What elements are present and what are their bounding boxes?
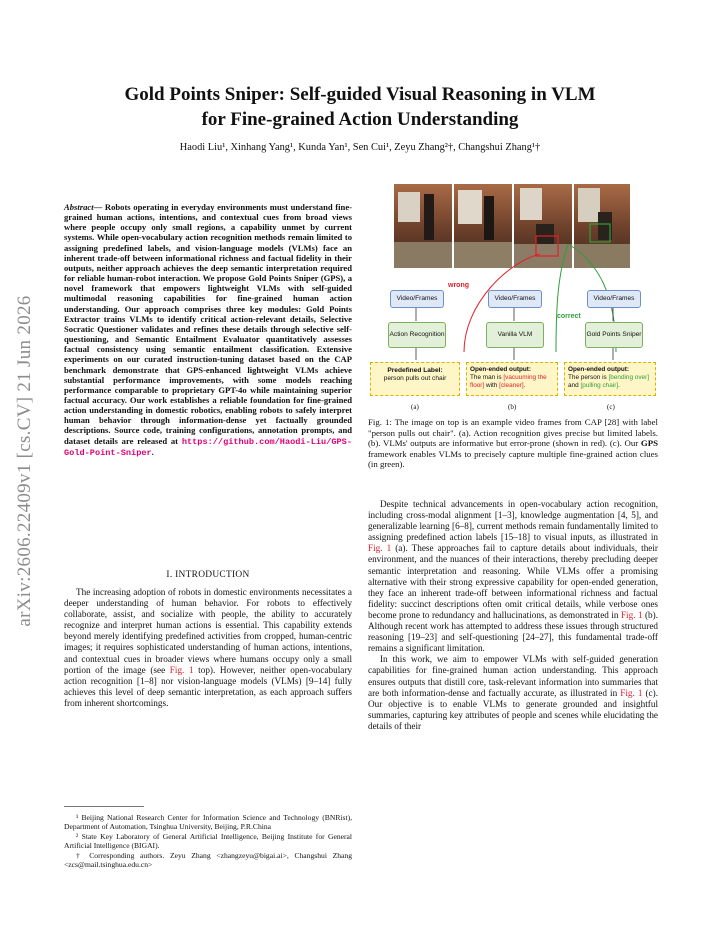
footnote-rule (64, 806, 144, 807)
caption-text-a: Fig. 1: The image on top is an example video frames from CAP [28] with label "person pulls out chair". (a). Action recognition gives precise but limited labels. (b). VLMs' outputs are informative but error-prone (shown in red). (c). Our (368, 417, 658, 449)
right-column-text (368, 499, 658, 732)
subfigure-label-b: (b) (508, 403, 517, 411)
figure-ref-link[interactable]: Fig. 1 (169, 664, 194, 675)
vanilla-output-box (466, 362, 558, 396)
abstract-text: — Robots operating in everyday environments must understand fine-grained human actions, intentions, and contextual cues from broad views where people occupy only small regions, a capability unmet by current systems. While open-vocabulary action recognition methods remain limited to assigning predefined labels, and vision-language models (VLMs) face an inherent trade-off between informational richness and factual fidelity in their outputs, neither approach achieves the deep semantic interpretation required for reliable human-robot interaction. We propose Gold Points Sniper (GPS), a novel framework that empowers lightweight VLMs with self-guided multimodal reasoning capabilities for fine-grained human action understanding. Our approach comprises three key modules: Gold Points Extractor trains VLMs to identify critical action-relevant details, Selective Socratic Questioner validates and refines these details through selective self-questioning, and Semantic Entailment Evaluator quantitatively assesses factual consistency using semantic entailment classification. Extensive experiments on our curated instruction-tuning dataset based on the CAP benchmark demonstrate that GPS-enhanced lightweight VLMs achieve substantial performance improvements, with some models reaching performance comparable to proprietary GPT-4o while maintaining superior factual accuracy. Our work establishes a reliable foundation for fine-grained action understanding in domestic robotics, enabling robots to safely interpret human behavior through information-dense yet factually grounded descriptions. Source code, training configurations, annotation prompts, and dataset details are released at (64, 202, 352, 446)
figure-ref-link-3[interactable]: Fig. 1 (620, 609, 643, 620)
introduction-paragraph (64, 587, 352, 709)
vanilla-output-part-3: . (523, 382, 526, 390)
gps-output-title: Open-ended output: (568, 366, 630, 373)
footnote-affiliation-1: ¹ Beijing National Research Center for Information Science and Technology (BNRist), Department of Automation, Tsinghua University, Beijing, P.R.China (64, 813, 352, 832)
right-paragraph-1 (368, 499, 658, 654)
video-frames-box-a: Video/Frames (390, 290, 444, 308)
gps-output-part-3: . (618, 382, 620, 390)
title-line-1: Gold Points Sniper: Self-guided Visual Reasoning in VLM (124, 84, 596, 105)
abstract (64, 202, 352, 458)
vanilla-output-error-2: [cleaner] (499, 382, 524, 390)
arxiv-side-stamp: arXiv:2606.22409v1 [cs.CV] 21 Jun 2026 (14, 295, 35, 627)
predefined-label-value: person pulls out chair (383, 375, 447, 383)
correct-label: correct (557, 313, 581, 320)
abstract-end: . (151, 446, 154, 457)
vanilla-output-text (470, 374, 554, 390)
gps-output-text (568, 374, 652, 390)
vanilla-output-title: Open-ended output: (470, 366, 532, 373)
vanilla-output-part-1: The man is (470, 374, 504, 382)
caption-text-b: framework enables VLMs to precisely capture multiple fine-grained action clues (in green). (368, 448, 658, 470)
gold-points-sniper-box: Gold Points Sniper (585, 322, 643, 348)
right-paragraph-2 (368, 654, 658, 732)
figure-1 (368, 184, 658, 416)
rcol-p1-a: Despite technical advancements in open-vocabulary action recognition, including cross-modal alignment [1–3], knowledge augmentation [4, 5], and generalizable learning [6–8], current methods remain fundamentally limited to assigning predefined action labels [15–18] to visual inputs, as illustrated in (368, 499, 658, 543)
title-line-2: for Fine-grained Action Understanding (201, 109, 519, 130)
subfigure-label-c: (c) (607, 403, 615, 411)
author-list: Haodi Liu¹, Xinhang Yang¹, Kunda Yan¹, Sen Cui¹, Zeyu Zhang²†, Changshui Zhang¹† (179, 142, 541, 153)
gps-output-correct-2: [pulling chair] (580, 382, 619, 390)
predefined-label-box (370, 362, 460, 396)
vanilla-output-part-2: with (484, 382, 500, 390)
gps-output-correct-1: [bending over] (608, 374, 650, 382)
rcol-p2-b: (c). Our objective is to enable VLMs to generate grounded and insightful summaries, capturing key attributes of people and scenes while elucidating the details of their (368, 687, 658, 731)
figure-ref-link-2[interactable]: Fig. 1 (368, 543, 392, 554)
section-heading-introduction: I. INTRODUCTION (166, 570, 250, 580)
video-frames-box-b: Video/Frames (488, 290, 542, 308)
predefined-label-title: Predefined Label: (387, 367, 443, 374)
rcol-p1-b: (a). These approaches fail to capture details about individuals, their environment, and the nuances of their interactions, thereby precluding deeper semantic interpretation and reasoning. While VLMs offer a promising alternative with their strong expressive capability for open-ended generation, they face an inherent trade-off between informational richness and factual fidelity: succinct descriptions often omit critical details, while verbose ones become prone to redundancy and hallucinations, as demonstrated in (368, 543, 658, 620)
gps-output-part-2: and (568, 382, 581, 390)
rcol-p2-a: In this work, we aim to empower VLMs with self-guided generation capabilities for fine-grained human action understanding. This approach ensures outputs that distill core, task-relevant information into summaries that are both information-dense and factually accurate, as illustrated in (368, 654, 658, 698)
figure-ref-link-4[interactable]: Fig. 1 (620, 687, 643, 698)
rcol-p1-c: (b). Although recent work has attempted to address these issues through structured reasoning [19–23] and self-questioning [24–27], this fundamental trade-off remains a significant limitation. (368, 609, 659, 654)
intro-text-a: The increasing adoption of robots in domestic environments necessitates a deeper understanding of human behavior. For robots to effectively collaborate, assist, and socialize with people, the ability to accurately recognize and interpret human actions is essential. This capability extends beyond merely identifying predefined activities from cropped, human-centric images; it requires sophisticated understanding of human actions, intentions, and contextual cues in broader views where humans occupy only a small portion of the image (see (64, 587, 352, 675)
figure-1-caption (368, 417, 658, 470)
subfigure-label-a: (a) (411, 403, 419, 411)
vanilla-vlm-box: Vanilla VLM (486, 322, 544, 348)
code-link[interactable]: https://github.com/Haodi-Liu/GPS-Gold-Point-Sniper (64, 436, 352, 458)
footnote-corresponding: † Corresponding authors. Zeyu Zhang <zhangzeyu@bigai.ai>, Changshui Zhang <zcs@mail.tsinghua.edu.cn> (64, 850, 352, 870)
caption-gps-bold: GPS (640, 438, 658, 449)
wrong-label: wrong (448, 282, 469, 289)
video-frames-box-c: Video/Frames (587, 290, 641, 308)
footnote-affiliation-2: ² State Key Laboratory of General Artificial Intelligence, Beijing Institute for General Artificial Intelligence (BIGAI). (64, 831, 352, 851)
vanilla-output-error-1: [vacuuming the floor] (470, 374, 547, 390)
gps-output-box (564, 362, 656, 396)
action-recognition-box: Action Recognition (388, 322, 446, 348)
gps-output-part-1: The person is (568, 374, 609, 382)
abstract-label: Abstract (64, 202, 94, 212)
intro-text-b: top). However, neither open-vocabulary action recognition [1–8] nor vision-language models (VLMs) [9–14] fully achieves this level of deep semantic interpretation, as each approach suffers from inherent shortcomings. (64, 664, 352, 708)
footnotes (64, 813, 352, 869)
paper-title (80, 82, 640, 132)
